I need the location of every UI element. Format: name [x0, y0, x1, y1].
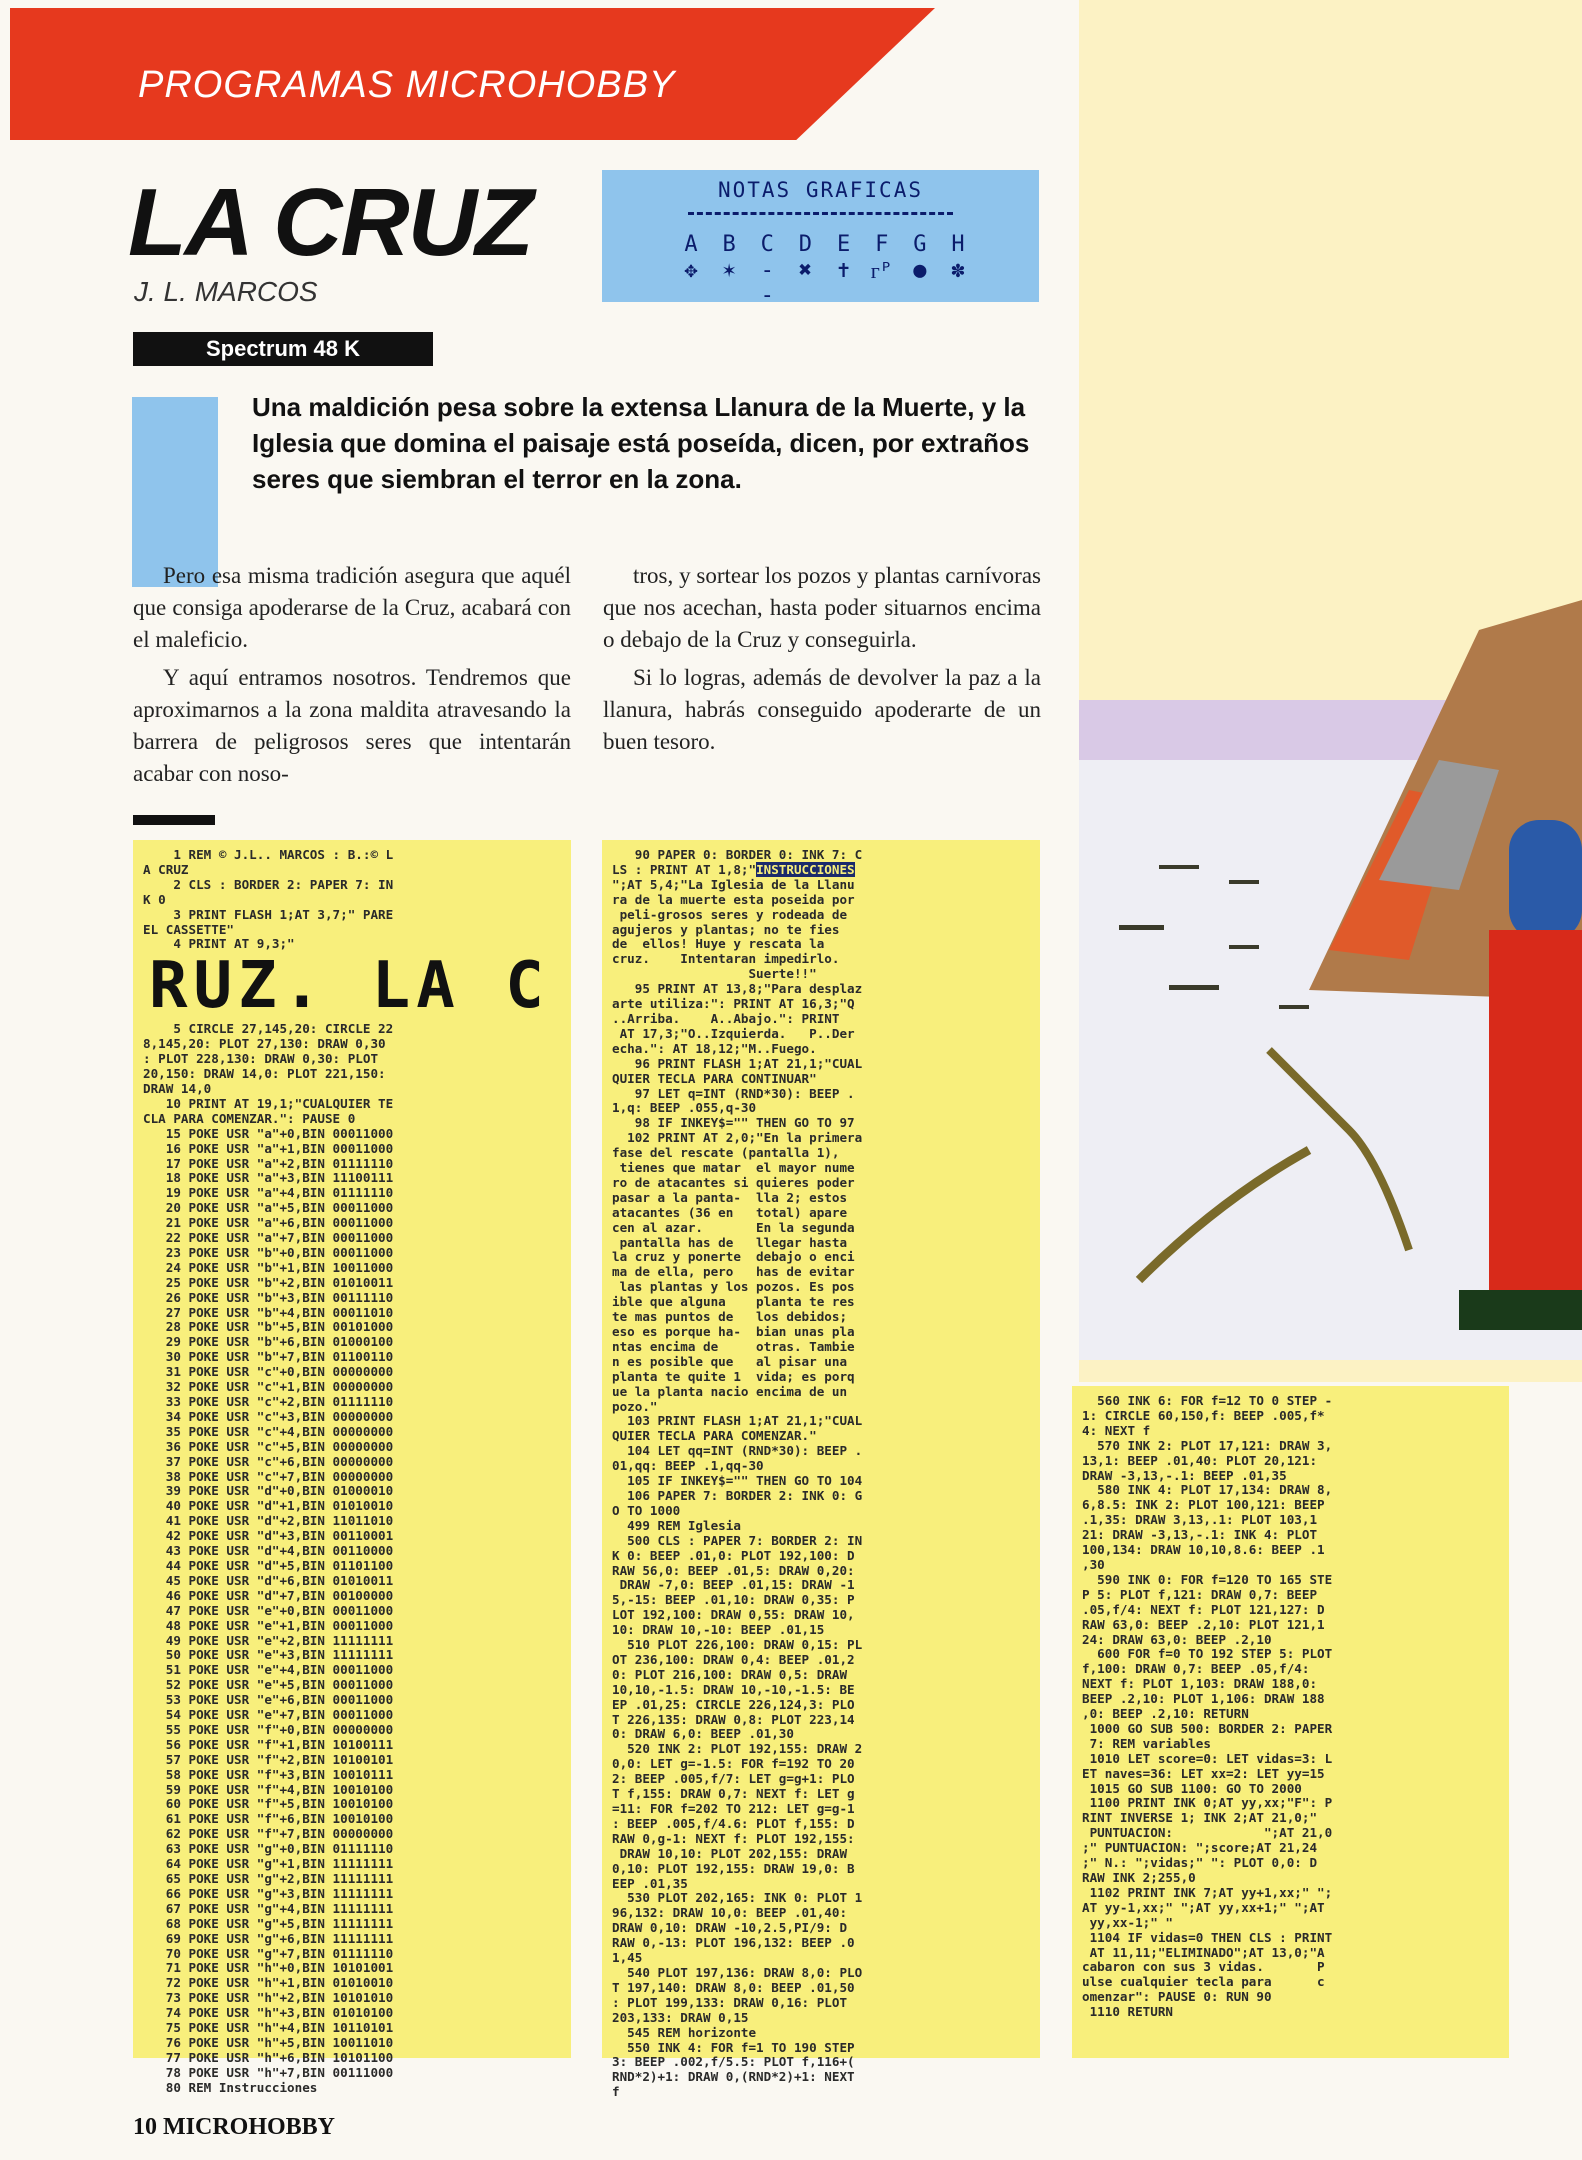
listing-rule: [133, 815, 215, 825]
lead-accent-bar: [132, 397, 218, 587]
figure-torso: [1509, 820, 1582, 940]
udg-letter: B: [722, 232, 736, 257]
page-footer: 10 MICROHOBBY: [133, 2114, 336, 2140]
udg-glyph-icon: ✶: [722, 258, 736, 283]
basic-listing-1: [133, 840, 571, 2095]
udg-glyph-icon: ✥: [684, 258, 698, 283]
section-header: PROGRAMAS MICROHOBBY: [138, 64, 676, 106]
body-paragraph: Si lo logras, además de devolver la paz a la llanura, habrás conseguido apoderarte de un buen tesoro.: [603, 665, 1041, 754]
graphics-notes-divider: [688, 212, 953, 215]
body-paragraph: Pero esa misma tradición asegura que aquél que consiga apoderarse de la Cruz, acabará con el maleficio.: [133, 563, 571, 652]
udg-glyph-icon: ●: [913, 258, 927, 283]
body-column-2: [603, 560, 1041, 764]
udg-letter: A: [684, 232, 698, 257]
udg-letter: C: [760, 232, 774, 257]
udg-letter: D: [798, 232, 813, 257]
udg-glyph-icon: --: [760, 258, 774, 308]
listing-text: 5 CIRCLE 27,145,20: CIRCLE 22 8,145,20: PLOT 27,130: DRAW 0,30 : PLOT 228,130: DRAW 0,30: PLOT 20,150: DRAW 14,0: PLOT 221,150: DRAW 14,0 10 PRINT AT 19,1;"CUALQUIER TE CLA PARA COMENZAR.": PAUSE 0 15 POKE USR "a"+0,BIN 00011000 16 POKE USR "a"+1,BIN 00011000 17 POKE USR "a"+2,BIN 01111110 18 POKE USR "a"+3,BIN 11100111 19 POKE USR "a"+4,BIN 01111110 20 POKE USR "a"+5,BIN 00011000 21 POKE USR "a"+6,BIN 00011000 22 POKE USR "a"+7,BIN 00011000 23 POKE USR "b"+0,BIN 00011000 24 POKE USR "b"+1,BIN 10011000 25 POKE USR "b"+2,BIN 01010011 26 POKE USR "b"+3,BIN 00111110 27 POKE USR "b"+4,BIN 00011010 28 POKE USR "b"+5,BIN 00101000 29 POKE USR "b"+6,BIN 01000100 30 POKE USR "b"+7,BIN 01100110 31 POKE USR "c"+0,BIN 00000000 32 POKE USR "c"+1,BIN 00000000 33 POKE USR "c"+2,BIN 01111110 34 POKE USR "c"+3,BIN 00000000 35 POKE USR "c"+4,BIN 00000000 36 POKE USR "c"+5,BIN 00000000 37 POKE USR "c"+6,BIN 00000000 38 POKE USR "c"+7,BIN 00000000 39 POKE USR "d"+0,BIN 01000010 40 POKE USR "d"+1,BIN 01010010 41 POKE USR "d"+2,BIN 11011010 42 POKE USR "d"+3,BIN 00110001 43 POKE USR "d"+4,BIN 00110000 44 POKE USR "d"+5,BIN 01101100 45 POKE USR "d"+6,BIN 01010011 46 POKE USR "d"+7,BIN 00100000 47 POKE USR "e"+0,BIN 00011000 48 POKE USR "e"+1,BIN 00011000 49 POKE USR "e"+2,BIN 11111111 50 POKE USR "e"+3,BIN 11111111 51 POKE USR "e"+4,BIN 00011000 52 POKE USR "e"+5,BIN 00011000 53 POKE USR "e"+6,BIN 00011000 54 POKE USR "e"+7,BIN 00011000 55 POKE USR "f"+0,BIN 00000000 56 POKE USR "f"+1,BIN 10100111 57 POKE USR "f"+2,BIN 10100101 58 POKE USR "f"+3,BIN 10010111 59 POKE USR "f"+4,BIN 10010100 60 POKE USR "f"+5,BIN 10010100 61 POKE USR "f"+6,BIN 10010100 62 POKE USR "f"+7,BIN 00000000 63 POKE USR "g"+0,BIN 01111110 64 POKE USR "g"+1,BIN 11111111 65 POKE USR "g"+2,BIN 11111111 66 POKE USR "g"+3,BIN 11111111 67 POKE USR "g"+4,BIN 11111111 68 POKE USR "g"+5,BIN 11111111 69 POKE USR "g"+6,BIN 11111111 70 POKE USR "g"+7,BIN 01111110 71 POKE USR "h"+0,BIN 10101001 72 POKE USR "h"+1,BIN 01010010 73 POKE USR "h"+2,BIN 10101010 74 POKE USR "h"+3,BIN 01010100 75 POKE USR "h"+4,BIN 10110101 76 POKE USR "h"+5,BIN 10011010 77 POKE USR "h"+6,BIN 10101100 78 POKE USR "h"+7,BIN 00111000 80 REM Instrucciones: [143, 1021, 394, 2095]
listing-text: ";AT 5,4;"La Iglesia de la Llanu ra de la muerte esta poseida por peli-grosos seres y rodeada de agujeros y plantas; no te fies de ellos! Huye y rescata la cruz. Intentaran impedirlo. Suerte!!" 95 PRINT AT 13,8;"Para desplaz arte utiliza:": PRINT AT 16,3;"Q ..Arriba. A..Abajo.": PRINT AT 17,3;"O..Izquierda. P..Der echa.": AT 18,12;"M..Fuego. 96 PRINT FLASH 1;AT 21,1;"CUAL QUIER TECLA PARA CONTINUAR" 97 LET q=INT (RND*30): BEEP . 1,q: BEEP .055,q-30 98 IF INKEY$="" THEN GO TO 97 102 PRINT AT 2,0;"En la primera fase del rescate (pantalla 1), tienes que matar el mayor nume ro de atacantes si quieres poder pasar a la panta- lla 2; estos atacantes (36 en total) apare cen al azar. En la segunda pantalla has de llegar hasta la cruz y ponerte debajo o enci ma de ella, pero has de evitar las plantas y los pozos. Es pos ible que alguna planta te res te mas puntos de los debidos; eso es porque ha- bian unas pla ntas encima de otras. Tambie n es posible que al pisar una planta te quite 1 vida; es porq ue la planta nacio encima de un pozo." 103 PRINT FLASH 1;AT 21,1;"CUAL QUIER TECLA PARA COMENZAR." 104 LET qq=INT (RND*30): BEEP . 01,qq: BEEP .1,qq-30 105 IF INKEY$="" THEN GO TO 104 106 PAPER 7: BORDER 2: INK 0: G O TO 1000 499 REM Iglesia 500 CLS : PAPER 7: BORDER 2: IN K 0: BEEP .01,0: PLOT 192,100: D RAW 56,0: BEEP .01,5: DRAW 0,20: DRAW -7,0: BEEP .01,15: DRAW -1 5,-15: BEEP .01,10: DRAW 0,35: P LOT 192,100: DRAW 0,55: DRAW 10, 10: DRAW 10,-10: BEEP .01,15 510 PLOT 226,100: DRAW 0,15: PL OT 236,100: DRAW 0,4: BEEP .01,2 0: PLOT 216,100: DRAW 0,5: DRAW 10,10,-1.5: DRAW 10,-10,-1.5: BE EP .01,25: CIRCLE 226,124,3: PLO T 226,135: DRAW 0,8: PLOT 223,14 0: DRAW 6,0: BEEP .01,30 520 INK 2: PLOT 192,155: DRAW 2 0,0: LET g=-1.5: FOR f=192 TO 20 2: BEEP .005,f/7: LET g=g+1: PLO T f,155: DRAW 0,7: NEXT f: LET g =11: FOR f=202 TO 212: LET g=g-1 : BEEP .005,f/4.6: PLOT f,155: D RAW 0,g-1: NEXT f: PLOT 192,155: DRAW 10,10: PLOT 202,155: DRAW 0,10: PLOT 192,155: DRAW 19,0: B EEP .01,35 530 PLOT 202,165: INK 0: PLOT 1 96,132: DRAW 10,0: BEEP .01,40: DRAW 0,10: DRAW -10,2.5,PI/9: D RAW 0,-13: PLOT 196,132: BEEP .0 1,45 540 PLOT 197,136: DRAW 8,0: PLO T 197,140: DRAW 8,0: BEEP .01,50 : PLOT 199,133: DRAW 0,16: PLOT 203,133: DRAW 0,15 545 REM horizonte 550 INK 4: FOR f=1 TO 190 STEP 3: BEEP .002,f/5.5: PLOT f,116+( RND*2)+1: DRAW 0,(RND*2)+1: NEXT f: [612, 876, 863, 2100]
article-title: LA CRUZ: [128, 169, 532, 276]
basic-listing-3: [1072, 1386, 1509, 2058]
udg-glyph-icon: ✝: [836, 258, 851, 283]
udg-letter: F: [875, 232, 889, 257]
listing-big-text: RUZ. LA C: [149, 949, 550, 1024]
platform-badge: Spectrum 48 K: [133, 332, 433, 366]
udg-glyph-icon: ᴦᴾ: [870, 259, 893, 284]
basic-listing-2: [602, 840, 1040, 2100]
illustration: [1079, 0, 1582, 1382]
listing-text: 1 REM © J.L.. MARCOS : B.:© L A CRUZ 2 CLS : BORDER 2: PAPER 7: IN K 0 3 PRINT FLASH 1;AT 3,7;" PARE EL CASSETTE" 4 PRINT AT 9,3;": [143, 847, 394, 952]
udg-glyph-icon: ✖: [798, 258, 813, 283]
listing-text: 560 INK 6: FOR f=12 TO 0 STEP - 1: CIRCLE 60,150,f: BEEP .005,f* 4: NEXT f 570 INK 2: PLOT 17,121: DRAW 3, 13,1: BEEP .01,40: PLOT 20,121: DRAW -3,13,-.1: BEEP .01,35 580 INK 4: PLOT 17,134: DRAW 8, 6,8.5: INK 2: PLOT 100,121: BEEP .1,35: DRAW 3,13,.1: PLOT 103,1 21: DRAW -3,13,-.1: INK 4: PLOT 100,134: DRAW 10,10,8.6: BEEP .1 ,30 590 INK 0: FOR f=120 TO 165 STE P 5: PLOT f,121: DRAW 0,7: BEEP .05,f/4: NEXT f: PLOT 121,127: D RAW 63,0: BEEP .2,10: PLOT 121,1 24: DRAW 63,0: BEEP .2,10 600 FOR f=0 TO 192 STEP 5: PLOT f,100: DRAW 0,7: BEEP .05,f/4: NEXT f: PLOT 1,103: DRAW 188,0: BEEP .2,10: PLOT 1,106: DRAW 188 ,0: BEEP .2,10: RETURN 1000 GO SUB 500: BORDER 2: PAPER 7: REM variables 1010 LET score=0: LET vidas=3: L ET naves=36: LET xx=2: LET yy=15 1015 GO SUB 1100: GO TO 2000 1100 PRINT INK 0;AT yy,xx;"F": P RINT INVERSE 1; INK 2;AT 21,0;" PUNTUACION: ";AT 21,0 ;" PUNTUACION: ";score;AT 21,24 ;" N.: ";vidas;" ": PLOT 0,0: D RAW INK 2;255,0 1102 PRINT INK 7;AT yy+1,xx;" "; AT yy-1,xx;" ";AT yy,xx+1;" ";AT yy,xx-1;" " 1104 IF vidas=0 THEN CLS : PRINT AT 11,11;"ELIMINADO";AT 13,0;"A cabaron con sus 3 vidas. P ulse cualquier tecla para c omenzar": PAUSE 0: RUN 90 1110 RETURN: [1082, 1393, 1333, 2020]
listing-text: 90 PAPER 0: BORDER 0: INK 7: C LS : PRINT AT 1,8;": [612, 847, 863, 877]
udg-letter: G: [913, 232, 927, 257]
graphics-notes-glyphs: [680, 258, 969, 308]
udg-letter: E: [836, 232, 851, 257]
article-lead: Una maldición pesa sobre la extensa Llanura de la Muerte, y la Iglesia que domina el paisaje está poseída, dicen, por extraños seres que siembran el terror en la zona.: [252, 392, 1030, 494]
figure-legs: [1489, 930, 1582, 1310]
figure-shadow: [1459, 1290, 1582, 1330]
graphics-notes-box: [602, 170, 1039, 308]
udg-glyph-icon: ✽: [951, 258, 965, 283]
article-author: J. L. MARCOS: [134, 276, 318, 307]
udg-letter: H: [951, 232, 965, 257]
body-paragraph: Y aquí entramos nosotros. Tendremos que aproximarnos a la zona maldita atravesando la barrera de peligrosos seres que intentarán acabar con noso-: [133, 665, 571, 786]
body-paragraph: tros, y sortear los pozos y plantas carnívoras que nos acechan, hasta poder situarnos encima o debajo de la Cruz y conseguirla.: [603, 563, 1041, 652]
listing-highlight: INSTRUCCIONES: [756, 861, 855, 877]
graphics-notes-letters: [680, 232, 969, 257]
graphics-notes-title: NOTAS GRAFICAS: [717, 178, 923, 202]
body-column-1: [133, 560, 571, 796]
